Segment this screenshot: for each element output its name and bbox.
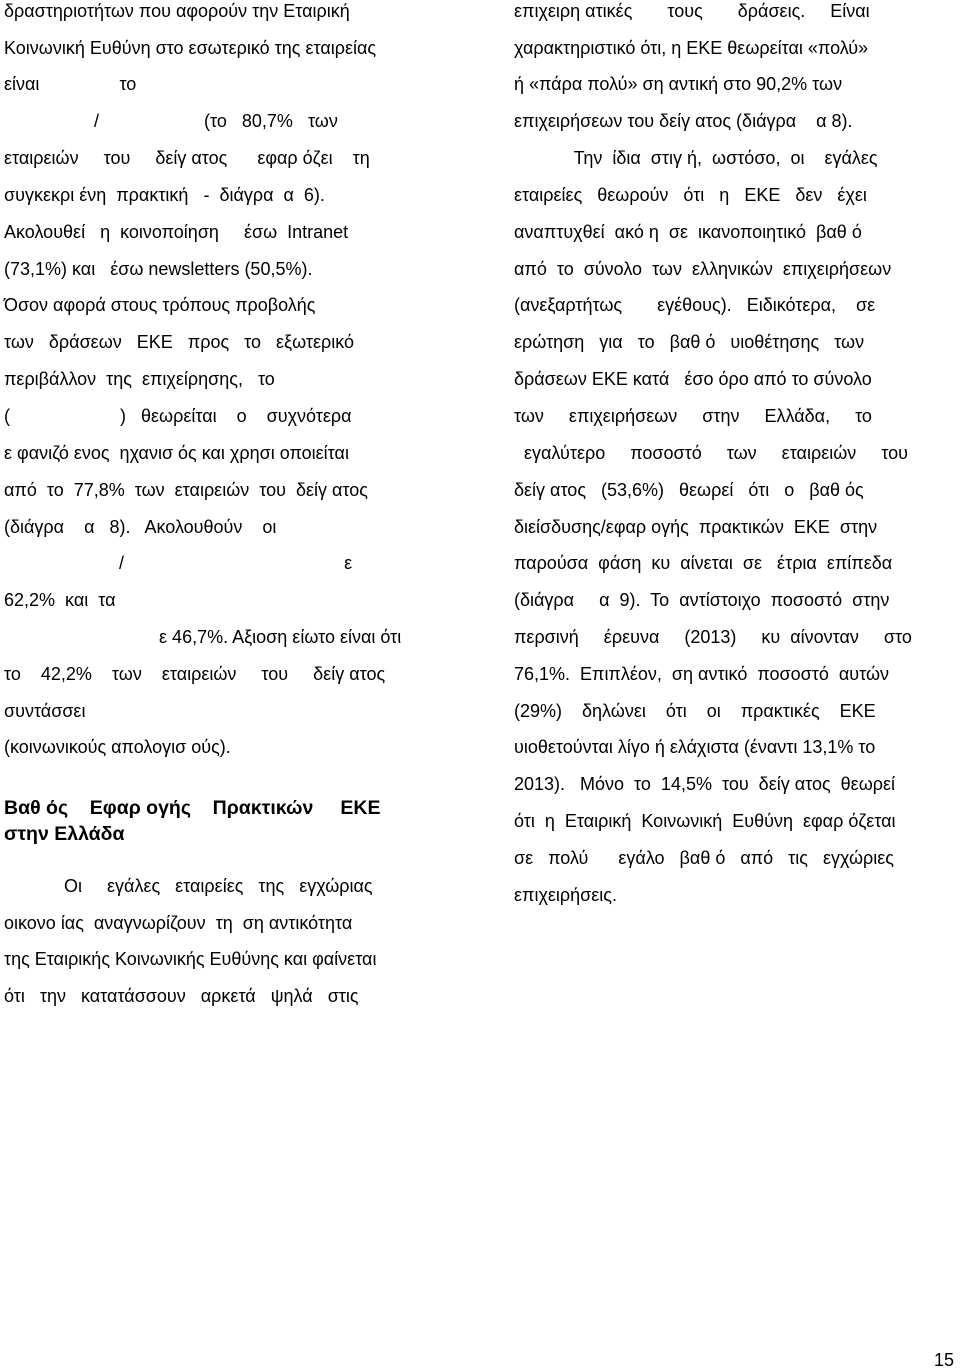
text-line: της Εταιρικής Κοινωνικής Ευθύνης και φαίνεται xyxy=(4,949,377,969)
text-line: / (το 80,7% των xyxy=(4,111,338,131)
text-line: των επιχειρήσεων στην Ελλάδα, το xyxy=(514,406,872,426)
text-line: χαρακτηριστικό ότι, η ΕΚΕ θεωρείται «πολύ» xyxy=(514,38,869,58)
text-line: από το σύνολο των ελληνικών επιχειρήσεων xyxy=(514,259,892,279)
text-line: (29%) δηλώνει ότι οι πρακτικές ΕΚΕ xyxy=(514,701,876,721)
text-line: περιβάλλον της επιχείρησης, το xyxy=(4,369,275,389)
text-line: ότι η Εταιρική Κοινωνική Ευθύνη εφαρ όζεται xyxy=(514,811,896,831)
text-line: δείγ ατος (53,6%) θεωρεί ότι ο βαθ ός xyxy=(514,480,864,500)
text-line: (73,1%) και έσω newsletters (50,5%). xyxy=(4,259,313,279)
text-line: είναι το xyxy=(4,74,137,94)
text-line: (διάγρα α 9). Το αντίστοιχο ποσοστό στην xyxy=(514,590,890,610)
text-line: (διάγρα α 8). Ακολουθούν οι xyxy=(4,517,277,537)
text-line: εταιρειών του δείγ ατος εφαρ όζει τη xyxy=(4,148,370,168)
text-line: επιχειρήσεις. xyxy=(514,885,617,905)
text-line: Κοινωνική Ευθύνη στο εσωτερικό της εταιρείας xyxy=(4,38,377,58)
text-line: το 42,2% των εταιρειών του δείγ ατος xyxy=(4,664,386,684)
text-line: περσινή έρευνα (2013) κυ αίνονταν στο xyxy=(514,627,912,647)
text-line: εγαλύτερο ποσοστό των εταιρειών του xyxy=(514,443,908,463)
text-line: Όσον αφορά στους τρόπους προβολής xyxy=(4,295,316,315)
text-line: συγκεκρι ένη πρακτική - διάγρα α 6). xyxy=(4,185,325,205)
text-line: επιχειρη ατικές τους δράσεις. Είναι xyxy=(514,1,870,21)
text-line: 62,2% και τα xyxy=(4,590,116,610)
text-line: διείσδυσης/εφαρ ογής πρακτικών ΕΚΕ στην xyxy=(514,517,878,537)
text-line: αναπτυχθεί ακό η σε ικανοποιητικό βαθ ό xyxy=(514,222,862,242)
page-number: 15 xyxy=(934,1350,955,1370)
text-line: ( ) θεωρείται ο συχνότερα xyxy=(4,406,352,426)
text-line: (ανεξαρτήτως εγέθους). Ειδικότερα, σε xyxy=(514,295,876,315)
text-line: υιοθετούνται λίγο ή ελάχιστα (έναντι 13,1% το xyxy=(514,737,876,757)
text-line: 2013). Μόνο το 14,5% του δείγ ατος θεωρεί xyxy=(514,774,896,794)
section-heading: Βαθ ός Εφαρ ογής Πρακτικών ΕΚΕ xyxy=(4,797,381,819)
text-line: ή «πάρα πολύ» ση αντική στο 90,2% των xyxy=(514,74,843,94)
text-line: από το 77,8% των εταιρειών του δείγ ατος xyxy=(4,480,368,500)
text-line: / ε xyxy=(4,553,353,573)
text-line: 76,1%. Επιπλέον, ση αντικό ποσοστό αυτών xyxy=(514,664,890,684)
text-line: Την ίδια στιγ ή, ωστόσο, οι εγάλες xyxy=(514,148,878,168)
text-line: ε φανιζό ενος ηχανισ ός και χρησι οποιείται xyxy=(4,443,349,463)
text-line: ότι την κατατάσσουν αρκετά ψηλά στις xyxy=(4,986,359,1006)
text-line: συντάσσει xyxy=(4,701,86,721)
text-line: Οι εγάλες εταιρείες της εγχώριας xyxy=(4,876,373,896)
text-line: σε πολύ εγάλο βαθ ό από τις εγχώριες xyxy=(514,848,894,868)
text-line: των δράσεων ΕΚΕ προς το εξωτερικό xyxy=(4,332,355,352)
text-line: δραστηριοτήτων που αφορούν την Εταιρική xyxy=(4,1,350,21)
text-line: οικονο ίας αναγνωρίζουν τη ση αντικότητα xyxy=(4,913,353,933)
text-line: ε 46,7%. Αξιοση είωτο είναι ότι xyxy=(4,627,402,647)
text-line: δράσεων ΕΚΕ κατά έσο όρο από το σύνολο xyxy=(514,369,872,389)
text-line: παρούσα φάση κυ αίνεται σε έτρια επίπεδα xyxy=(514,553,893,573)
text-line: (κοινωνικούς απολογισ ούς). xyxy=(4,737,231,757)
text-line: ερώτηση για το βαθ ό υιοθέτησης των xyxy=(514,332,865,352)
text-line: Ακολουθεί η κοινοποίηση έσω Intranet xyxy=(4,222,349,242)
section-heading: στην Ελλάδα xyxy=(4,823,125,845)
text-line: επιχειρήσεων του δείγ ατος (διάγρα α 8). xyxy=(514,111,853,131)
text-line: εταιρείες θεωρούν ότι η ΕΚΕ δεν έχει xyxy=(514,185,867,205)
